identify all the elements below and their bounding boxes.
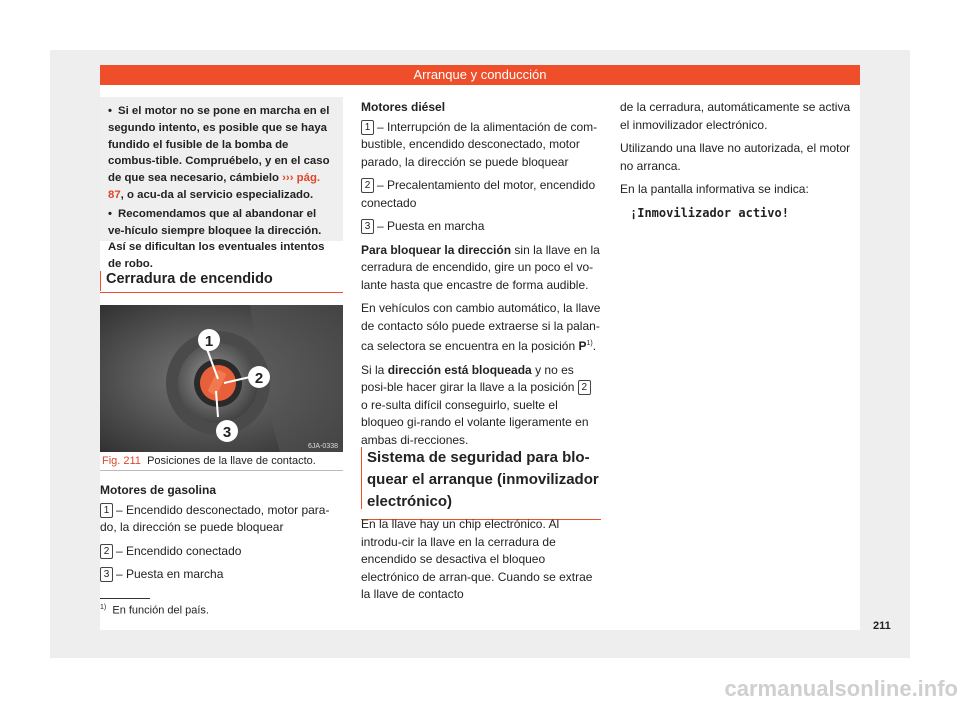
immobilizer-paragraph: Utilizando una llave no autorizada, el motor no arranca. bbox=[620, 141, 851, 173]
svg-text:3: 3 bbox=[222, 424, 232, 441]
svg-text:1: 1 bbox=[204, 333, 214, 350]
list-item: 2 – Encendido conectado bbox=[100, 543, 343, 561]
right-column bbox=[620, 99, 860, 228]
callout-3 bbox=[216, 420, 238, 442]
diesel-heading: Motores diésel bbox=[361, 100, 446, 114]
immobilizer-paragraph: En la pantalla informativa se indica: bbox=[620, 182, 809, 196]
gasoline-heading: Motores de gasolina bbox=[100, 483, 217, 497]
list-item: 3 – Puesta en marcha bbox=[100, 566, 343, 584]
page-link[interactable]: ››› pág. 87 bbox=[108, 172, 321, 201]
footnote-divider bbox=[100, 598, 150, 599]
list-item: 3 – Puesta en marcha bbox=[361, 218, 601, 236]
diesel-column bbox=[361, 99, 601, 455]
list-item: 1 – Interrupción de la alimentación de com-bustible, encendido desconectado, motor parado, la dirección se puede bloquear bbox=[361, 119, 598, 169]
immobilizer-paragraph: de la cerradura, automáticamente se activa el inmovilizador electrónico. bbox=[620, 100, 851, 132]
chapter-header: Arranque y conducción bbox=[100, 65, 860, 85]
steering-paragraph: Para bloquear la dirección sin la llave en la cerradura de encendido, gire un poco el vo-lante hasta que encastre de forma audible. bbox=[361, 242, 600, 292]
blocked-paragraph: Si la dirección está bloqueada y no es posi-ble hacer girar la llave a la posición 2 o re-sulta difícil conseguirlo, suelte el bloqueo gi-rando el volante ligeramente en ambas di-recciones. bbox=[361, 362, 601, 450]
immobilizer-intro bbox=[361, 516, 601, 610]
page-number: 211 bbox=[873, 620, 891, 632]
immobilizer-paragraph: En la llave hay un chip electrónico. Al introdu-cir la llave en la cerradura de encendido se desactiva el bloqueo electrónico de arran-que. Cuando se extrae la llave de contacto bbox=[361, 517, 593, 601]
figure-caption: Fig. 211 Posiciones de la llave de contacto. bbox=[100, 452, 343, 471]
automatic-paragraph: En vehículos con cambio automático, la llave de contacto sólo puede extraerse si la palan-ca selectora se encuentra en la posición $P^{1)}$. bbox=[361, 301, 601, 353]
svg-text:2: 2 bbox=[254, 370, 264, 387]
ignition-lock-illustration bbox=[100, 305, 343, 452]
note-item: • Recomendamos que al abandonar el ve-hículo siempre bloquee la dirección. Así se dificultan los eventuales intentos de robo. bbox=[108, 207, 325, 271]
gasoline-section bbox=[100, 482, 343, 590]
note-item: • Si el motor no se pone en marcha en el segundo intento, es posible que se haya fundido el fusible de la bomba de combus-tible. Compruébelo, y en el caso de que sea necesario, cámbielo ››› pág. 87, o acu-da al servicio especializado. bbox=[108, 105, 330, 201]
section-title-immobilizer: Sistema de seguridad para blo-quear el arranque (inmovilizador electrónico) bbox=[361, 447, 601, 520]
figure-code: 6JA-0338 bbox=[308, 443, 338, 450]
callout-1 bbox=[198, 329, 220, 351]
callout-2 bbox=[248, 366, 270, 388]
watermark: carmanualsonline.info bbox=[724, 676, 958, 701]
section-title-ignition: Cerradura de encendido bbox=[100, 271, 343, 293]
display-message: ¡Inmovilizador activo! bbox=[630, 205, 789, 220]
note-box bbox=[100, 97, 343, 271]
list-item: 1 – Encendido desconectado, motor para-do, la dirección se puede bloquear bbox=[100, 502, 330, 534]
list-item: 2 – Precalentamiento del motor, encendido conectado bbox=[361, 178, 596, 210]
footnote: $^{1)}$ En función del país. bbox=[100, 604, 209, 617]
figure-ignition-lock bbox=[100, 305, 343, 471]
